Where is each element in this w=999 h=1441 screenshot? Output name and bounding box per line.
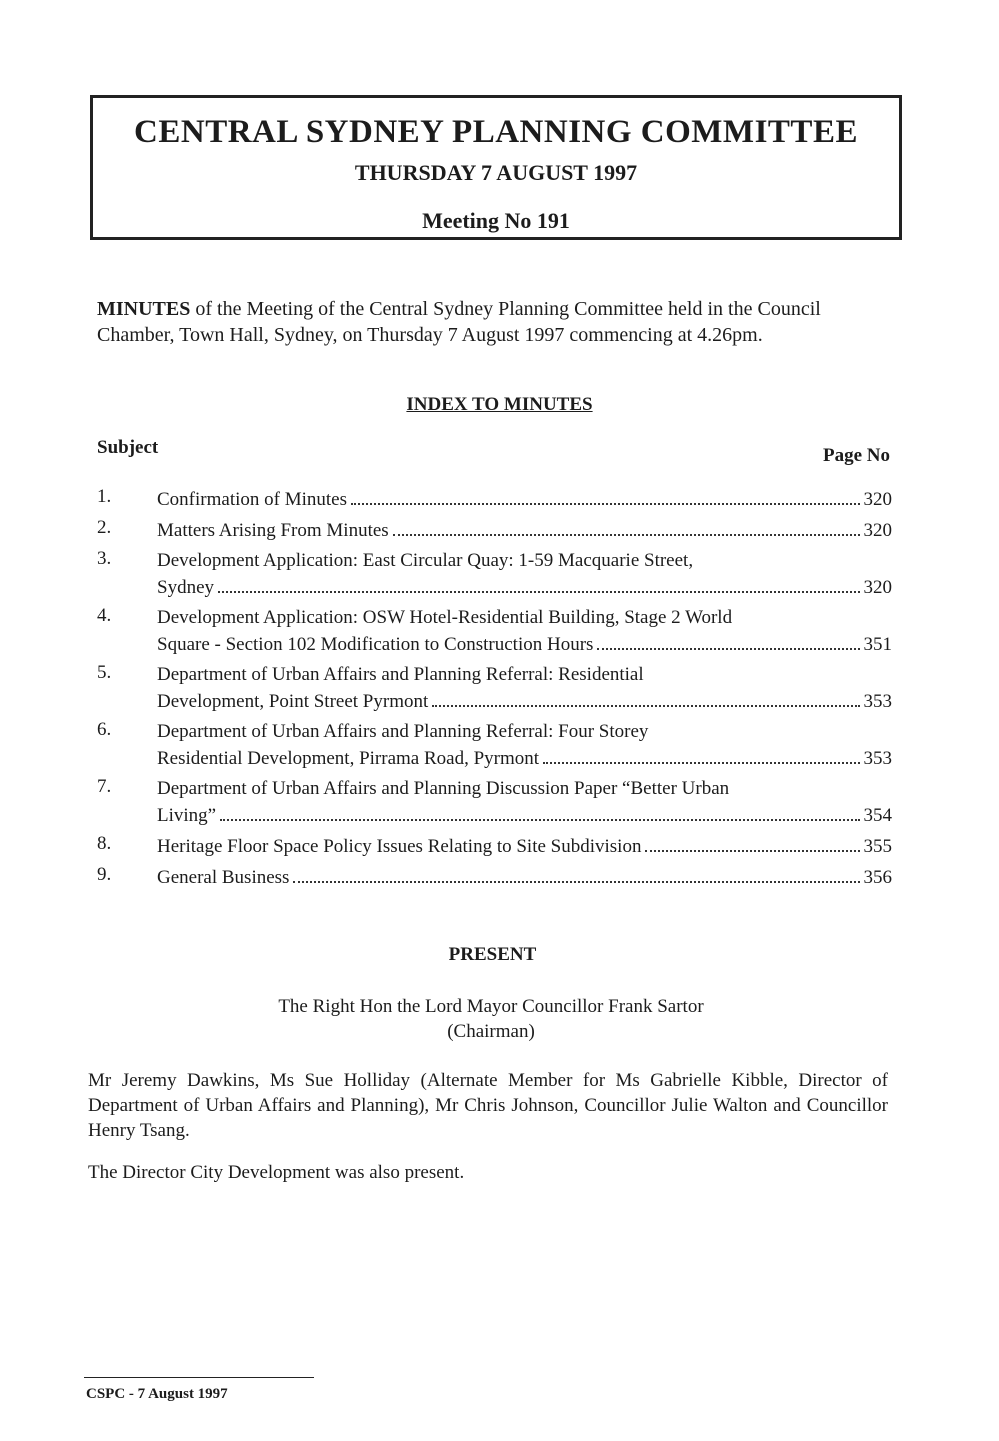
intro-text: of the Meeting of the Central Sydney Planning Committee held in the Council Chamber, Town Hall, Sydney, on Thursday 7 August 1997 commencing at 4.26pm.: [97, 298, 821, 346]
index-item-leader-line: [157, 833, 892, 860]
index-item-number: 6.: [97, 719, 112, 740]
index-item: [97, 662, 892, 715]
index-heading: INDEX TO MINUTES: [406, 394, 593, 415]
index-item-number: 9.: [97, 864, 112, 885]
dot-leader: [220, 818, 859, 821]
subject-column-label: Subject: [97, 437, 159, 458]
index-item-number: 2.: [97, 517, 112, 538]
index-item-body: [157, 486, 892, 513]
index-item-body: [157, 548, 892, 601]
page-column-label: Page No: [822, 445, 890, 466]
index-item-number: 8.: [97, 833, 112, 854]
members-present: Mr Jeremy Dawkins, Ms Sue Holliday (Alternate Member for Ms Gabrielle Kibble, Director of Department of Urban Affairs and Planning), Mr Chris Johnson, Councillor Julie Walton and Councillor Henry Tsang.: [88, 1070, 888, 1141]
index-item-leader-line: [157, 688, 892, 715]
index-item-number: 7.: [97, 776, 112, 797]
index-item-page: 353: [863, 691, 892, 712]
chairman: [0, 994, 982, 1044]
chairman-name: The Right Hon the Lord Mayor Councillor Frank Sartor: [278, 996, 704, 1017]
index-item-text: Development Application: East Circular Quay: 1-59 Macquarie Street,: [157, 550, 694, 571]
dot-leader: [597, 647, 859, 650]
index-item-number: 1.: [97, 486, 112, 507]
index-item-text: Matters Arising From Minutes: [157, 520, 389, 541]
index-item-text: General Business: [157, 867, 290, 888]
index-item-leader-line: [157, 864, 892, 891]
meeting-date: THURSDAY 7 AUGUST 1997: [354, 160, 638, 185]
index-item-page: 320: [863, 577, 892, 598]
index-item: [97, 548, 892, 601]
index-item-text: Confirmation of Minutes: [157, 489, 347, 510]
dot-leader: [293, 880, 859, 883]
index-item-number: 4.: [97, 605, 112, 626]
index-item-page: 320: [863, 489, 892, 510]
director-present: The Director City Development was also present.: [88, 1162, 465, 1183]
dot-leader: [645, 849, 859, 852]
index-item: [97, 864, 892, 891]
committee-title: CENTRAL SYDNEY PLANNING COMMITTEE: [134, 114, 858, 150]
index-item-body: [157, 662, 892, 715]
index-item-leader-line: [157, 486, 892, 513]
dot-leader: [351, 502, 860, 505]
footer-divider: [84, 1377, 314, 1378]
intro-paragraph: [97, 296, 902, 348]
meeting-number: Meeting No 191: [422, 208, 570, 233]
index-item-number: 3.: [97, 548, 112, 569]
index-item-text: Residential Development, Pirrama Road, Pyrmont: [157, 748, 540, 769]
index-item-leader-line: [157, 745, 892, 772]
index-item-text: Department of Urban Affairs and Planning Referral: Four Storey: [157, 721, 649, 742]
index-item-body: [157, 517, 892, 544]
dot-leader: [393, 533, 860, 536]
index-item-leader-line: [157, 574, 892, 601]
index-item: [97, 719, 892, 772]
index-item: [97, 486, 892, 513]
index-item: [97, 517, 892, 544]
index-item-page: 351: [863, 634, 892, 655]
present-heading: PRESENT: [448, 944, 537, 965]
index-item-number: 5.: [97, 662, 112, 683]
index-item-body: [157, 605, 892, 658]
index-item-leader-line: [157, 802, 892, 829]
index-item-text: Sydney: [157, 577, 214, 598]
index-item-page: 353: [863, 748, 892, 769]
index-item-text: Department of Urban Affairs and Planning Discussion Paper “Better Urban: [157, 778, 730, 799]
index-item-body: [157, 864, 892, 891]
footer-text: CSPC - 7 August 1997: [86, 1386, 228, 1402]
index-item: [97, 833, 892, 860]
index-item: [97, 605, 892, 658]
index-item-page: 320: [863, 520, 892, 541]
index-item-text: Development Application: OSW Hotel-Residential Building, Stage 2 World: [157, 607, 733, 628]
index-list: [97, 486, 892, 895]
dot-leader: [218, 590, 860, 593]
chairman-role: (Chairman): [447, 1021, 535, 1042]
index-item-body: [157, 833, 892, 860]
index-item-body: [157, 776, 892, 829]
title-box: [90, 95, 902, 240]
index-item-page: 356: [863, 867, 892, 888]
intro-lead: MINUTES: [97, 298, 191, 320]
index-item-text: Development, Point Street Pyrmont: [157, 691, 429, 712]
index-item-leader-line: [157, 631, 892, 658]
dot-leader: [432, 704, 859, 707]
index-item-text: Living”: [157, 805, 217, 826]
index-item-page: 355: [863, 836, 892, 857]
index-item: [97, 776, 892, 829]
index-item-body: [157, 719, 892, 772]
index-item-page: 354: [863, 805, 892, 826]
index-item-text: Square - Section 102 Modification to Construction Hours: [157, 634, 594, 655]
index-item-text: Department of Urban Affairs and Planning Referral: Residential: [157, 664, 644, 685]
index-item-text: Heritage Floor Space Policy Issues Relating to Site Subdivision: [157, 836, 642, 857]
index-item-leader-line: [157, 517, 892, 544]
dot-leader: [543, 761, 859, 764]
